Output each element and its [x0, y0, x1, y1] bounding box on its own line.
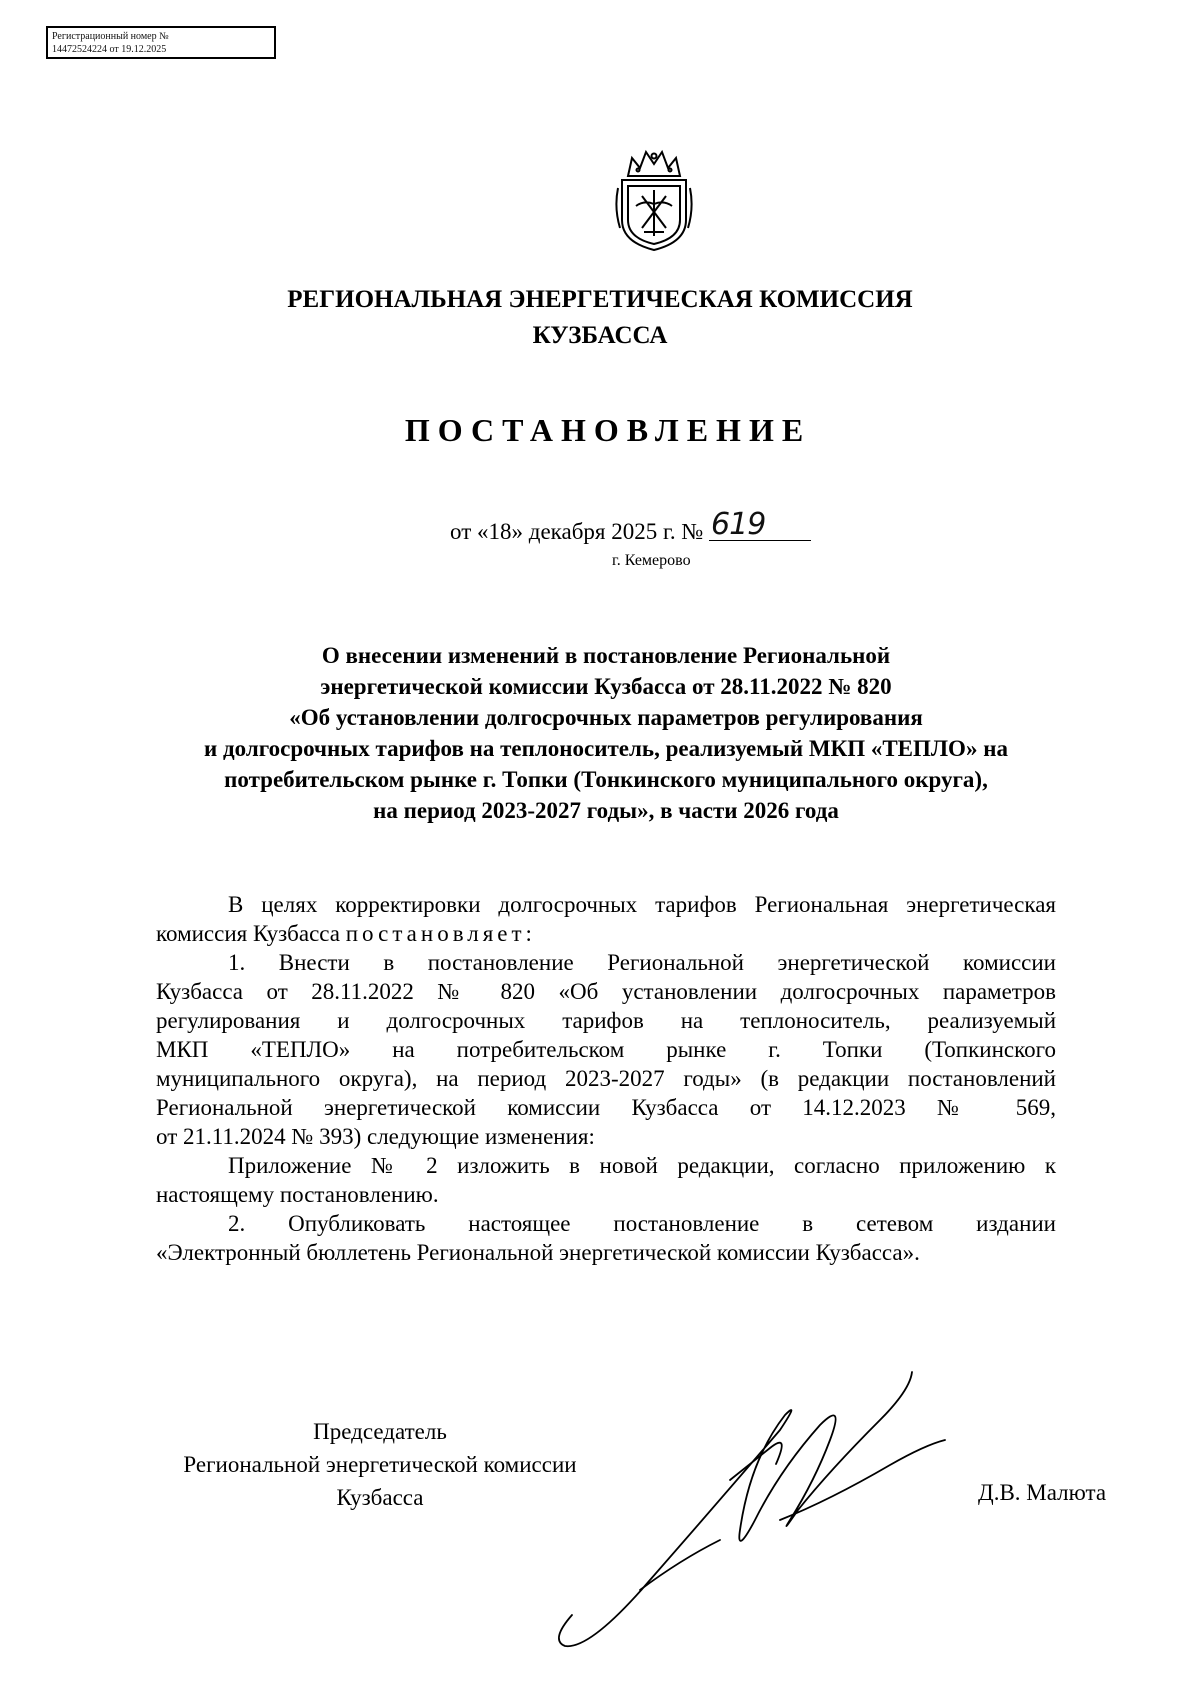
signatory-title-line-2: Региональной энергетической комиссии — [183, 1452, 577, 1477]
registration-line-2: 14472524224 от 19.12.2025 — [52, 44, 167, 55]
signatory-title-line-1: Председатель — [313, 1419, 447, 1444]
subject-line: потребительском рынке г. Топки (Тонкинского муниципального округа), — [224, 767, 988, 792]
body-line: 2. Опубликовать настоящее постановление в сетевом издании — [228, 1211, 1056, 1236]
document-subject — [150, 640, 1062, 826]
body-line: МКП «ТЕПЛО» на потребительском рынке г. Топки (Топкинского — [156, 1037, 1056, 1062]
body-line: муниципального округа), на период 2023-2027 годы» (в редакции постановлений — [156, 1066, 1056, 1091]
body-line — [156, 919, 1056, 948]
body-line: Приложение № 2 изложить в новой редакции, согласно приложению к — [228, 1153, 1056, 1178]
handwritten-signature-icon — [530, 1360, 950, 1660]
subject-line: и долгосрочных тарифов на теплоноситель, реализуемый МКП «ТЕПЛО» на — [204, 736, 1008, 761]
date-line — [450, 507, 811, 545]
body-line: Кузбасса от 28.11.2022 № 820 «Об установлении долгосрочных параметров — [156, 979, 1056, 1004]
registration-stamp — [46, 26, 276, 59]
city: г. Кемерово — [612, 552, 691, 569]
subject-line: на период 2023-2027 годы», в части 2026 года — [373, 798, 839, 823]
document-number-field — [709, 507, 811, 542]
subject-line: энергетической комиссии Кузбасса от 28.11.2022 № 820 — [320, 674, 892, 699]
subject-line: О внесении изменений в постановление Региональной — [321, 643, 891, 668]
body-line: регулирования и долгосрочных тарифов на теплоноситель, реализуемый — [156, 1008, 1056, 1033]
subject-line: «Об установлении долгосрочных параметров регулирования — [289, 705, 923, 730]
body-line: Региональной энергетической комиссии Кузбасса от 14.12.2023 № 569, — [156, 1095, 1056, 1120]
body-line: 1. Внести в постановление Региональной энергетической комиссии — [228, 950, 1056, 975]
body-line: настоящему постановлению. — [156, 1182, 439, 1207]
body-line: от 21.11.2024 № 393) следующие изменения: — [156, 1124, 595, 1149]
document-type-title: ПОСТАНОВЛЕНИЕ — [404, 412, 812, 448]
date-prefix: от «18» декабря 2025 г. № — [450, 519, 704, 544]
organization-line-2: КУЗБАССА — [532, 322, 668, 349]
body-line: «Электронный бюллетень Региональной энергетической комиссии Кузбасса». — [156, 1240, 920, 1265]
organization-line-1: РЕГИОНАЛЬНАЯ ЭНЕРГЕТИЧЕСКАЯ КОМИССИЯ — [287, 286, 913, 313]
intro-text: комиссия Кузбасса — [156, 921, 340, 946]
organization-header — [0, 282, 1200, 354]
resolves-word: постановляет: — [345, 921, 536, 946]
body-line: В целях корректировки долгосрочных тарифов Региональная энергетическая — [228, 892, 1056, 917]
registration-line-1: Регистрационный номер № — [52, 31, 169, 42]
signatory-name: Д.В. Малюта — [978, 1480, 1107, 1505]
kuzbass-coat-of-arms-icon — [614, 148, 694, 254]
document-number: 619 — [711, 507, 766, 542]
signatory-title-line-3: Кузбасса — [336, 1485, 424, 1510]
document-body — [156, 890, 1056, 1267]
